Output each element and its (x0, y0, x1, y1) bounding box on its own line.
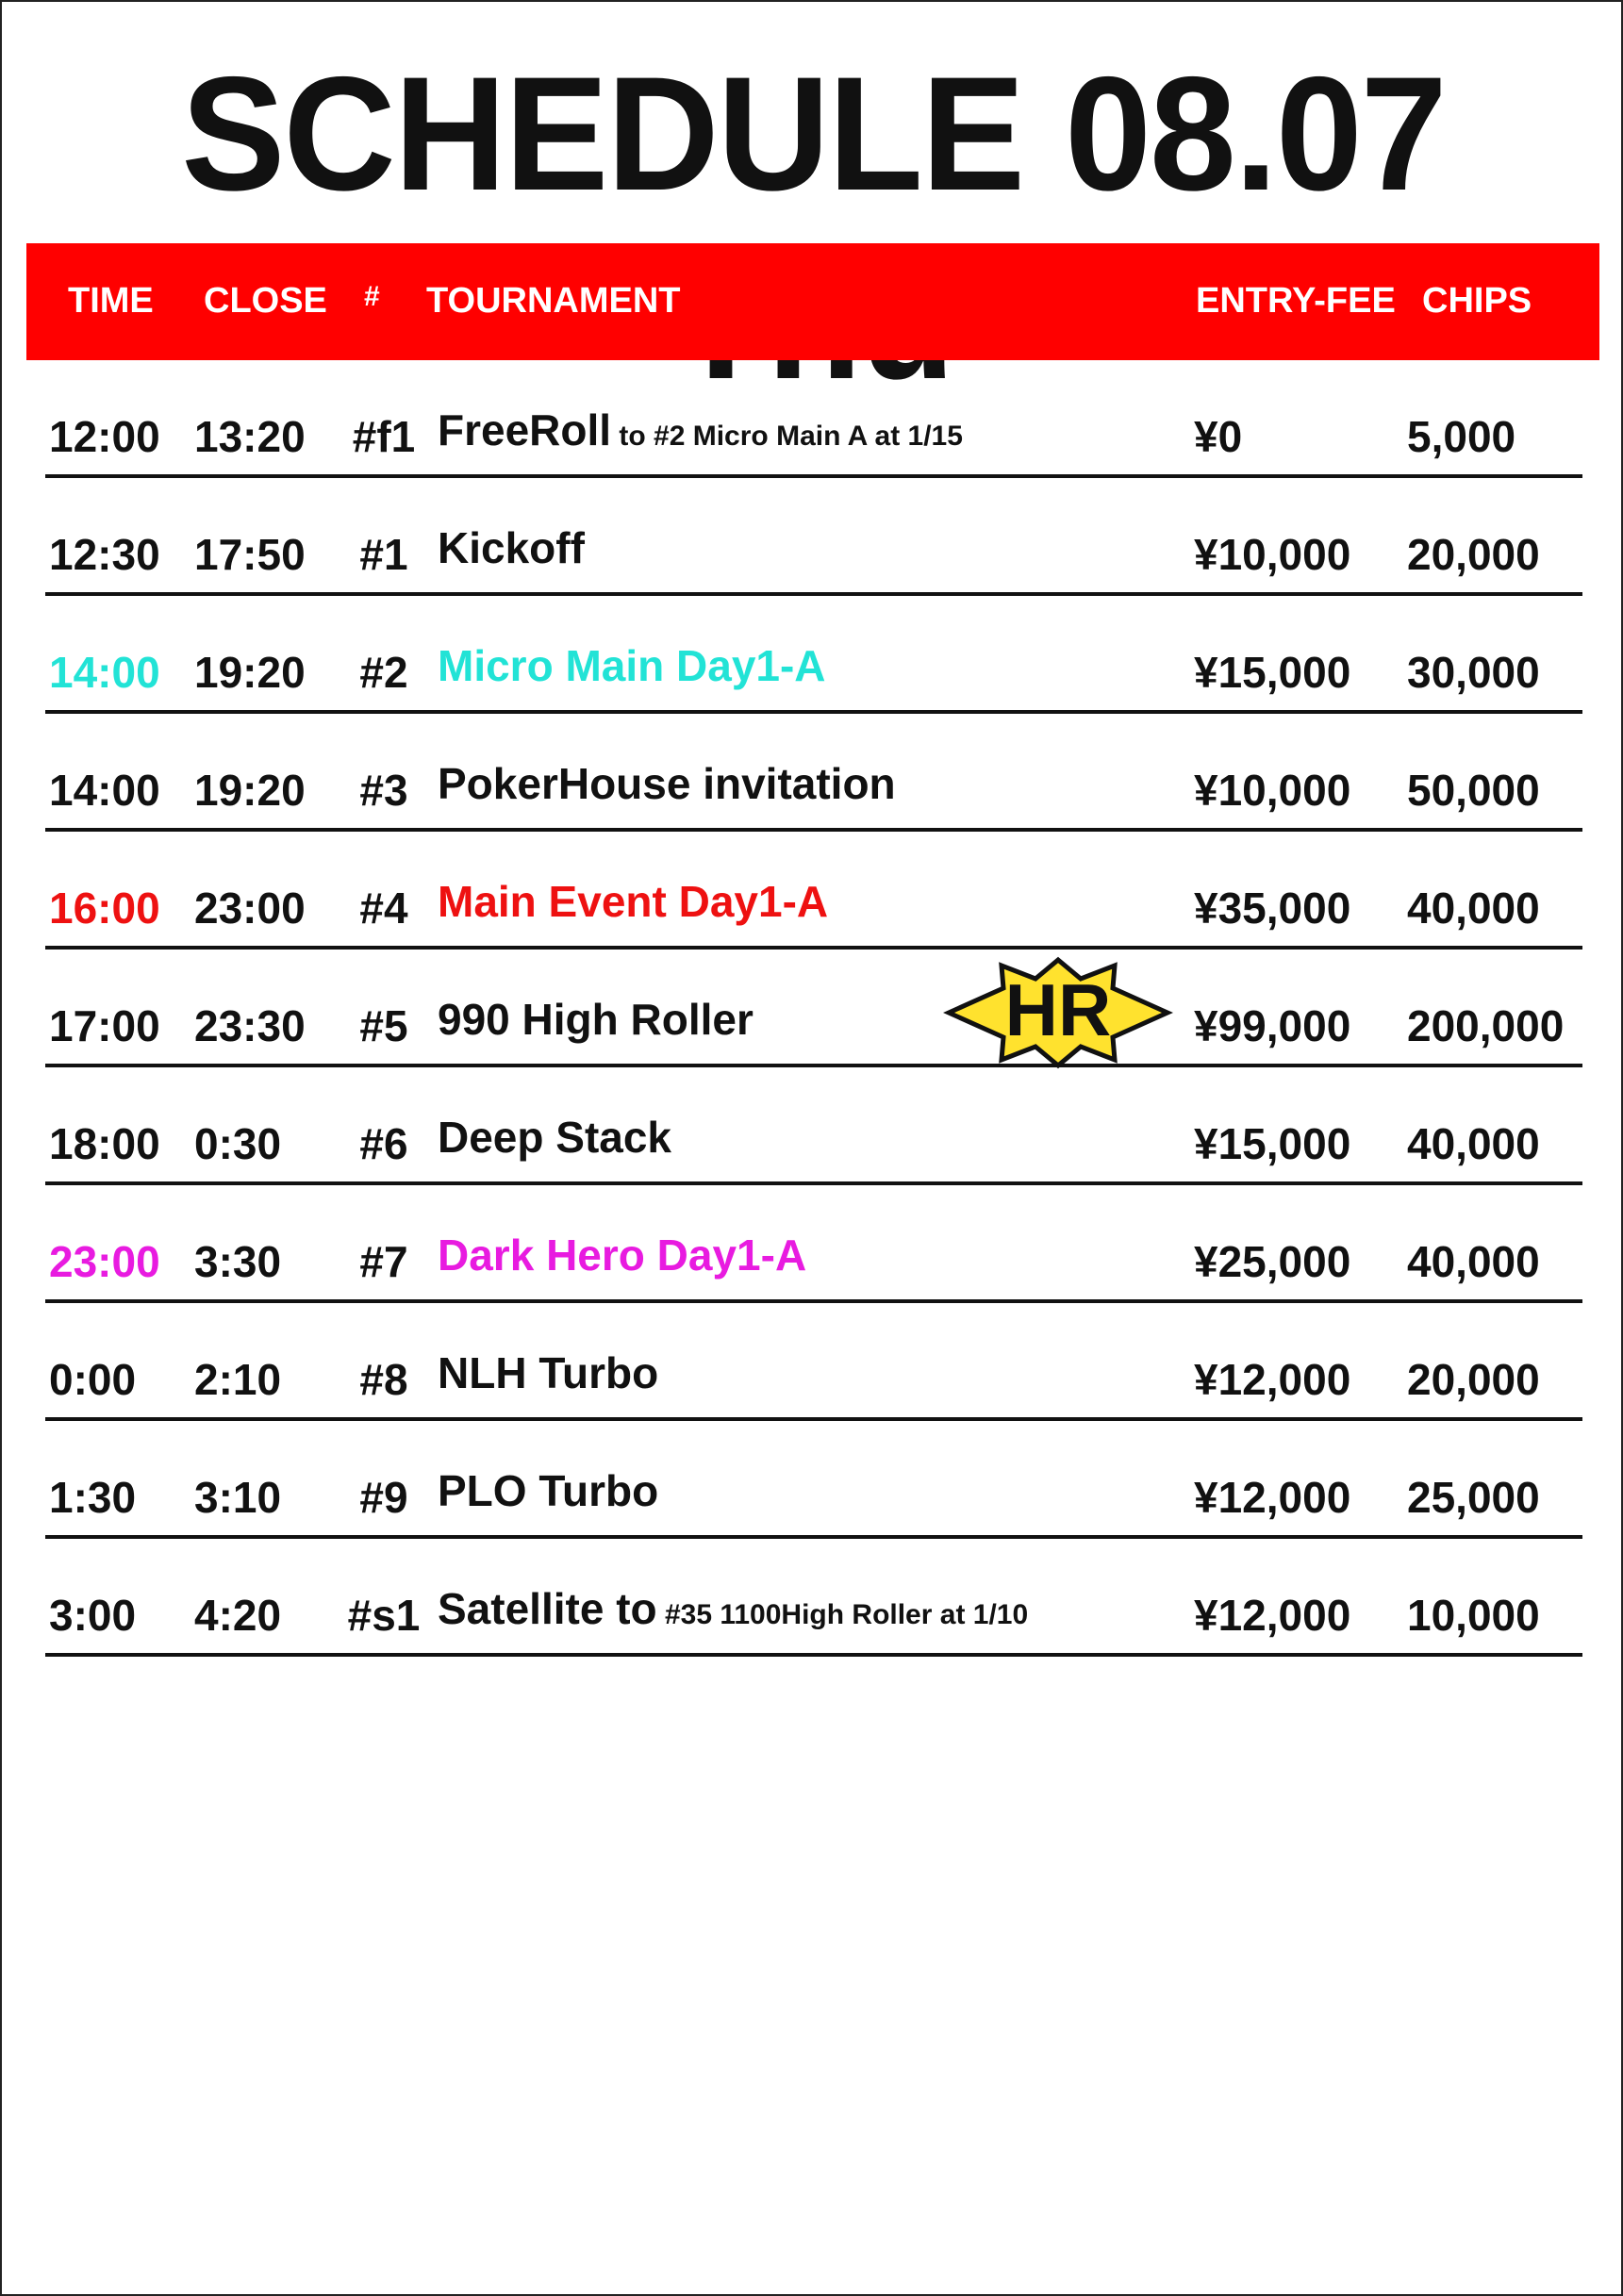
row-number: #3 (359, 766, 408, 815)
table-row (45, 714, 1582, 832)
row-tournament-name: Dark Hero Day1-A (438, 1231, 807, 1280)
row-tournament-note: #35 1100High Roller at 1/10 (656, 1599, 1029, 1630)
row-entry-fee: ¥12,000 (1194, 1355, 1351, 1404)
row-number: #2 (359, 648, 408, 697)
row-number: #f1 (352, 412, 416, 461)
row-tournament (438, 1462, 658, 1526)
table-row (45, 1421, 1582, 1539)
header-entry-fee: ENTRY-FEE (1196, 281, 1396, 321)
row-chips: 200,000 (1407, 1001, 1565, 1050)
row-entry-fee: ¥99,000 (1194, 1001, 1351, 1050)
header-chips: CHIPS (1422, 281, 1532, 321)
table-row (45, 1303, 1582, 1421)
row-tournament-note: to #2 Micro Main A at 1/15 (611, 421, 963, 452)
row-chips: 40,000 (1407, 884, 1540, 933)
row-entry-fee: ¥0 (1194, 412, 1243, 461)
row-chips: 40,000 (1407, 1119, 1540, 1168)
table-row (45, 596, 1582, 714)
row-chips: 20,000 (1407, 1355, 1540, 1404)
row-time: 1:30 (49, 1473, 137, 1522)
table-header (26, 243, 1599, 360)
row-close: 2:10 (194, 1355, 282, 1404)
row-entry-fee: ¥35,000 (1194, 884, 1351, 933)
row-close: 3:30 (194, 1237, 282, 1286)
row-close: 0:30 (194, 1119, 282, 1168)
row-tournament-name: PokerHouse invitation (438, 759, 896, 808)
row-time: 0:00 (49, 1355, 137, 1404)
row-tournament-name: 990 High Roller (438, 995, 754, 1044)
row-tournament-name: Satellite to (438, 1584, 657, 1633)
row-number: #5 (359, 1001, 408, 1050)
row-tournament-name: Deep Stack (438, 1113, 672, 1162)
row-time: 16:00 (49, 884, 160, 933)
page-title: SCHEDULE 08.07 (181, 43, 1446, 224)
row-tournament-name: PLO Turbo (438, 1466, 659, 1515)
row-tournament (438, 991, 754, 1054)
table-row (45, 832, 1582, 950)
row-chips: 40,000 (1407, 1237, 1540, 1286)
row-chips: 25,000 (1407, 1473, 1540, 1522)
row-tournament (438, 755, 896, 818)
badge-label: HR (1004, 968, 1112, 1051)
row-entry-fee: ¥15,000 (1194, 1119, 1351, 1168)
row-time: 14:00 (49, 648, 160, 697)
row-time: 14:00 (49, 766, 160, 815)
table-row (45, 1185, 1582, 1303)
row-tournament-name: Main Event Day1-A (438, 877, 829, 926)
row-close: 23:00 (194, 884, 306, 933)
row-tournament-name: FreeRoll (438, 405, 612, 454)
table-row (45, 1067, 1582, 1185)
row-time: 18:00 (49, 1119, 160, 1168)
row-number: #4 (359, 884, 408, 933)
row-entry-fee: ¥12,000 (1194, 1591, 1351, 1640)
row-entry-fee: ¥10,000 (1194, 530, 1351, 579)
row-number: #s1 (347, 1591, 421, 1640)
row-number: #6 (359, 1119, 408, 1168)
row-tournament (438, 1345, 658, 1408)
row-number: #1 (359, 530, 408, 579)
row-close: 19:20 (194, 766, 306, 815)
header-tournament: TOURNAMENT (426, 281, 681, 321)
row-tournament (438, 402, 963, 465)
row-close: 13:20 (194, 412, 306, 461)
row-number: #7 (359, 1237, 408, 1286)
row-entry-fee: ¥25,000 (1194, 1237, 1351, 1286)
row-close: 23:30 (194, 1001, 306, 1050)
row-tournament-name: NLH Turbo (438, 1348, 659, 1397)
row-close: 19:20 (194, 648, 306, 697)
row-entry-fee: ¥12,000 (1194, 1473, 1351, 1522)
row-chips: 20,000 (1407, 530, 1540, 579)
row-close: 3:10 (194, 1473, 282, 1522)
row-chips: 30,000 (1407, 648, 1540, 697)
row-close: 4:20 (194, 1591, 282, 1640)
row-time: 17:00 (49, 1001, 160, 1050)
row-time: 12:30 (49, 530, 160, 579)
row-chips: 10,000 (1407, 1591, 1540, 1640)
row-number: #8 (359, 1355, 408, 1404)
row-entry-fee: ¥15,000 (1194, 648, 1351, 697)
row-tournament-name: Micro Main Day1-A (438, 641, 826, 690)
row-number: #9 (359, 1473, 408, 1522)
row-time: 12:00 (49, 412, 160, 461)
table-row (45, 1539, 1582, 1657)
row-tournament (438, 1580, 1028, 1644)
row-tournament (438, 1109, 671, 1172)
row-entry-fee: ¥10,000 (1194, 766, 1351, 815)
row-tournament (438, 873, 828, 936)
row-chips: 5,000 (1407, 412, 1516, 461)
header-number: # (364, 281, 380, 312)
table-row (45, 950, 1582, 1067)
table-row (45, 360, 1582, 478)
row-close: 17:50 (194, 530, 306, 579)
row-tournament (438, 1227, 806, 1290)
row-tournament (438, 637, 826, 701)
header-close: CLOSE (204, 281, 327, 321)
row-time: 23:00 (49, 1237, 160, 1286)
row-time: 3:00 (49, 1591, 137, 1640)
row-tournament-name: Kickoff (438, 523, 585, 572)
row-tournament (438, 520, 585, 583)
header-time: TIME (68, 281, 154, 321)
high-roller-badge (943, 956, 1173, 1069)
table-row (45, 478, 1582, 596)
row-chips: 50,000 (1407, 766, 1540, 815)
